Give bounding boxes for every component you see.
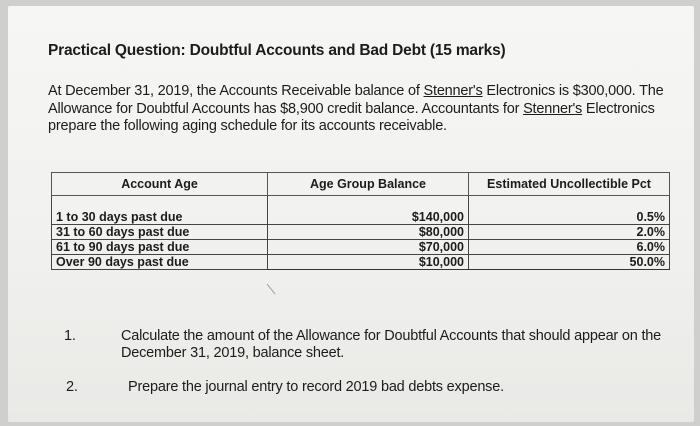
- cell-pct: 0.5%: [469, 210, 670, 225]
- company-name-1: Stenner's: [423, 83, 483, 99]
- cell-balance: $140,000: [268, 210, 469, 225]
- cell-balance: $80,000: [268, 225, 469, 240]
- table-row: [52, 255, 670, 270]
- company-name-2: Stenner's: [523, 100, 583, 117]
- question-1-number: 1.: [64, 328, 76, 344]
- header-estimated-uncollectible-pct: Estimated Uncollectible Pct: [469, 173, 670, 196]
- cell-pct: 6.0%: [469, 240, 670, 255]
- table-row: [52, 240, 670, 255]
- intro-text-3: Electronics prepare the following aging schedule for its accounts receivable.: [48, 100, 655, 134]
- table-row: [52, 210, 670, 225]
- intro-text-2: Electronics is $300,000. The Allowance for Doubtful Accounts has $8,900 credit balance. Accountants for: [48, 83, 664, 117]
- header-age-group-balance: Age Group Balance: [268, 173, 469, 196]
- question-2-number: 2.: [66, 379, 78, 395]
- cell-account-age: 31 to 60 days past due: [52, 225, 268, 240]
- table-spacer-row: [52, 196, 670, 211]
- intro-text-1: At December 31, 2019, the Accounts Receivable balance of: [48, 83, 424, 99]
- document-page: [8, 6, 694, 422]
- intro-paragraph: [48, 83, 668, 136]
- header-account-age: Account Age: [52, 173, 268, 196]
- cell-account-age: 1 to 30 days past due: [52, 210, 268, 225]
- cell-account-age: Over 90 days past due: [52, 255, 268, 270]
- question-title: Practical Question: Doubtful Accounts and Bad Debt (15 marks): [48, 42, 506, 59]
- cell-pct: 2.0%: [469, 225, 670, 240]
- question-2-text: Prepare the journal entry to record 2019 bad debts expense.: [128, 379, 504, 395]
- pen-mark-icon: [266, 283, 280, 297]
- cell-account-age: 61 to 90 days past due: [52, 240, 268, 255]
- cell-pct: 50.0%: [469, 255, 670, 270]
- cell-balance: $70,000: [268, 240, 469, 255]
- question-1-text: Calculate the amount of the Allowance for Doubtful Accounts that should appear on the December 31, 2019, balance sheet.: [121, 328, 662, 361]
- table-row: [52, 225, 670, 240]
- aging-schedule-table: [51, 172, 670, 270]
- cell-balance: $10,000: [268, 255, 469, 270]
- table-header-row: [52, 173, 670, 196]
